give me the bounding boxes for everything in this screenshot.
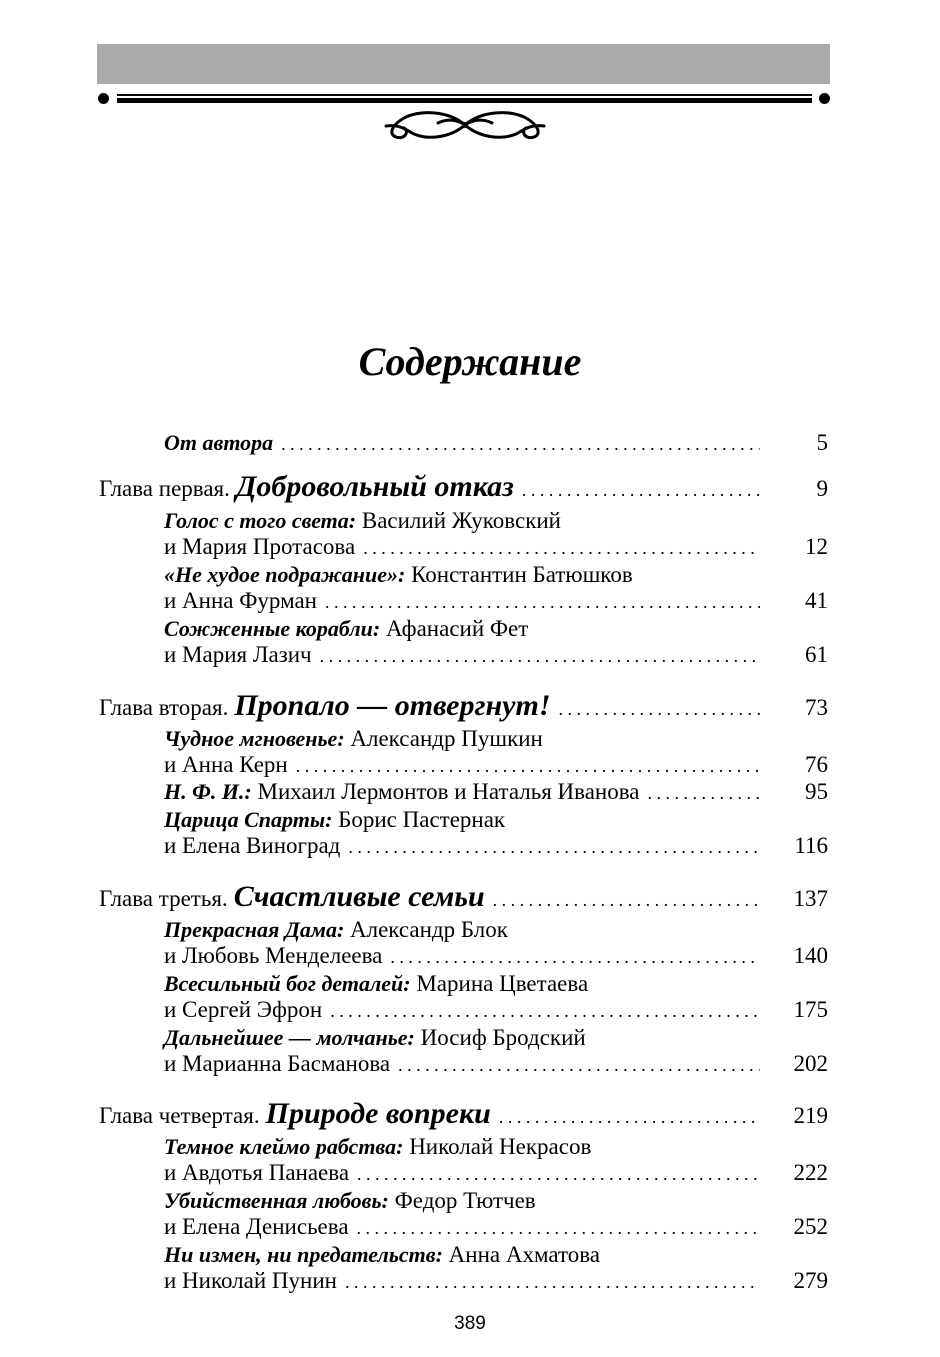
- toc-entry-line: [164, 725, 754, 752]
- header-bar: [97, 44, 830, 84]
- toc-entry-title: «Не худое подражание»:: [164, 562, 406, 587]
- dot-leader: [648, 780, 760, 807]
- toc-entry-line: [164, 1050, 828, 1079]
- dot-leader: [398, 1052, 760, 1079]
- page-number: 389: [454, 1313, 486, 1334]
- toc-entry-author: Марина Цветаева: [416, 971, 589, 996]
- toc-entry-author: и Любовь Менделеева: [164, 943, 383, 968]
- dot-leader: [357, 1161, 760, 1188]
- toc-entry-title: Чудное мгновенье:: [164, 726, 345, 751]
- toc-page-number: 73: [805, 695, 828, 720]
- chapter-prefix: Глава четвертая.: [99, 1103, 260, 1128]
- toc-entry-title: От автора: [164, 430, 274, 455]
- toc-page-number: 12: [805, 534, 828, 559]
- dot-leader: [330, 998, 760, 1025]
- toc-entry-line: [164, 507, 754, 534]
- dot-leader: [281, 431, 760, 458]
- toc-page-number: 41: [805, 588, 828, 613]
- header-rule-thin: [117, 94, 812, 96]
- toc-page-number: 222: [793, 1160, 828, 1185]
- toc-entry-line: [164, 1133, 754, 1160]
- toc-page-number: 61: [805, 642, 828, 667]
- toc-page-number: 140: [793, 943, 828, 968]
- dot-leader: [325, 589, 760, 616]
- dot-leader: [320, 643, 760, 670]
- toc-entry-author: и Елена Виноград: [164, 833, 341, 858]
- toc-entry-line: [164, 1213, 828, 1242]
- toc-entry-title: Н. Ф. И.:: [164, 779, 252, 804]
- toc-page-number: 279: [793, 1268, 828, 1293]
- toc-entry-author: Николай Некрасов: [409, 1134, 592, 1159]
- toc-page-number: 219: [793, 1103, 828, 1128]
- chapter-title: Счастливые семьи: [233, 880, 485, 913]
- toc-entry-title: Ни измен, ни предательств:: [164, 1242, 443, 1267]
- toc-entry-author: Константин Батюшков: [411, 562, 633, 587]
- toc-entry-line: [164, 1024, 754, 1051]
- toc-entry-line: [164, 996, 828, 1025]
- toc-entry-author: и Мария Протасова: [164, 534, 356, 559]
- toc-entry-line: [164, 778, 828, 807]
- toc-page-number: 95: [805, 779, 828, 804]
- dot-leader: [348, 834, 760, 861]
- chapter-title: Природе вопреки: [265, 1097, 491, 1130]
- toc-page-number: 76: [805, 752, 828, 777]
- toc-page-number: 5: [816, 430, 828, 455]
- toc-entry-author: и Авдотья Панаева: [164, 1160, 350, 1185]
- toc-entry-author: и Анна Керн: [164, 752, 288, 777]
- toc-entry-title: Темное клеймо рабства:: [164, 1134, 404, 1159]
- rule-dot-right: [819, 93, 830, 104]
- toc-entry-line: [164, 832, 828, 861]
- toc-chapter-3: [99, 880, 828, 914]
- toc-entry-line: [164, 751, 828, 780]
- toc-entry-author: и Сергей Эфрон: [164, 997, 323, 1022]
- toc-entry-intro: [164, 429, 828, 458]
- toc-entry-author: Федор Тютчев: [394, 1188, 536, 1213]
- toc-chapter-4: [99, 1097, 828, 1131]
- dot-leader: [493, 887, 760, 914]
- toc-chapter-2: [99, 689, 828, 723]
- toc-entry-title: Всесильный бог деталей:: [164, 971, 411, 996]
- header-rule-thick: [117, 98, 812, 103]
- dot-leader: [522, 477, 760, 504]
- toc-entry-line: [164, 615, 754, 642]
- dot-leader: [363, 535, 760, 562]
- chapter-prefix: Глава вторая.: [99, 695, 229, 720]
- toc-entry-line: [164, 942, 828, 971]
- toc-entry-author: Иосиф Бродский: [420, 1025, 586, 1050]
- toc-entry-author: Борис Пастернак: [338, 807, 506, 832]
- dot-leader: [499, 1104, 760, 1131]
- toc-entry-author: и Елена Денисьева: [164, 1214, 349, 1239]
- toc-entry-author: и Мария Лазич: [164, 642, 312, 667]
- toc-entry-line: [164, 916, 754, 943]
- toc-entry-title: Прекрасная Дама:: [164, 917, 345, 942]
- dot-leader: [559, 696, 760, 723]
- toc-entry-author: и Анна Фурман: [164, 588, 317, 613]
- chapter-prefix: Глава третья.: [99, 886, 228, 911]
- toc-entry-author: Афанасий Фет: [385, 616, 529, 641]
- toc-entry-line: [164, 1267, 828, 1296]
- toc-entry-author: Александр Блок: [350, 917, 508, 942]
- toc-page-number: 116: [794, 833, 828, 858]
- toc-page-number: 137: [793, 886, 828, 911]
- dot-leader: [345, 1269, 760, 1296]
- toc-entry-title: Царица Спарты:: [164, 807, 333, 832]
- toc-entry-author: Александр Пушкин: [350, 726, 543, 751]
- toc-chapter-1: [99, 470, 828, 504]
- toc-entry-line: [164, 970, 754, 997]
- toc-entry-author: и Марианна Басманова: [164, 1051, 391, 1076]
- toc-entry-line: [164, 561, 754, 588]
- dot-leader: [357, 1215, 760, 1242]
- toc-entry-author: Василий Жуковский: [361, 508, 561, 533]
- toc-entry-author: Михаил Лермонтов и Наталья Иванова: [257, 779, 640, 804]
- toc-entry-line: [164, 641, 828, 670]
- dot-leader: [390, 944, 760, 971]
- rule-dot-left: [98, 93, 109, 104]
- toc-entry-line: [164, 533, 828, 562]
- toc-entry-line: [164, 1241, 754, 1268]
- toc-entry-line: [164, 806, 754, 833]
- chapter-title: Добровольный отказ: [235, 470, 514, 503]
- page-title: Содержание: [358, 339, 582, 384]
- flourish-ornament-icon: [378, 106, 552, 144]
- toc-page-number: 9: [816, 476, 828, 501]
- toc-entry-line: [164, 1159, 828, 1188]
- chapter-prefix: Глава первая.: [99, 476, 230, 501]
- toc-entry-line: [164, 1187, 754, 1214]
- toc-entry-line: [164, 587, 828, 616]
- toc-entry-title: Сожженные корабли:: [164, 616, 381, 641]
- toc-entry-title: Убийственная любовь:: [164, 1188, 389, 1213]
- dot-leader: [296, 753, 760, 780]
- toc-entry-title: Дальнейшее — молчанье:: [164, 1025, 415, 1050]
- toc-page-number: 252: [793, 1214, 828, 1239]
- chapter-title: Пропало — отвергнут!: [234, 689, 551, 722]
- toc-entry-author: и Николай Пунин: [164, 1268, 337, 1293]
- toc-page-number: 202: [793, 1051, 828, 1076]
- toc-page-number: 175: [793, 997, 828, 1022]
- toc-entry-title: Голос с того света:: [164, 508, 357, 533]
- toc-entry-author: Анна Ахматова: [448, 1242, 600, 1267]
